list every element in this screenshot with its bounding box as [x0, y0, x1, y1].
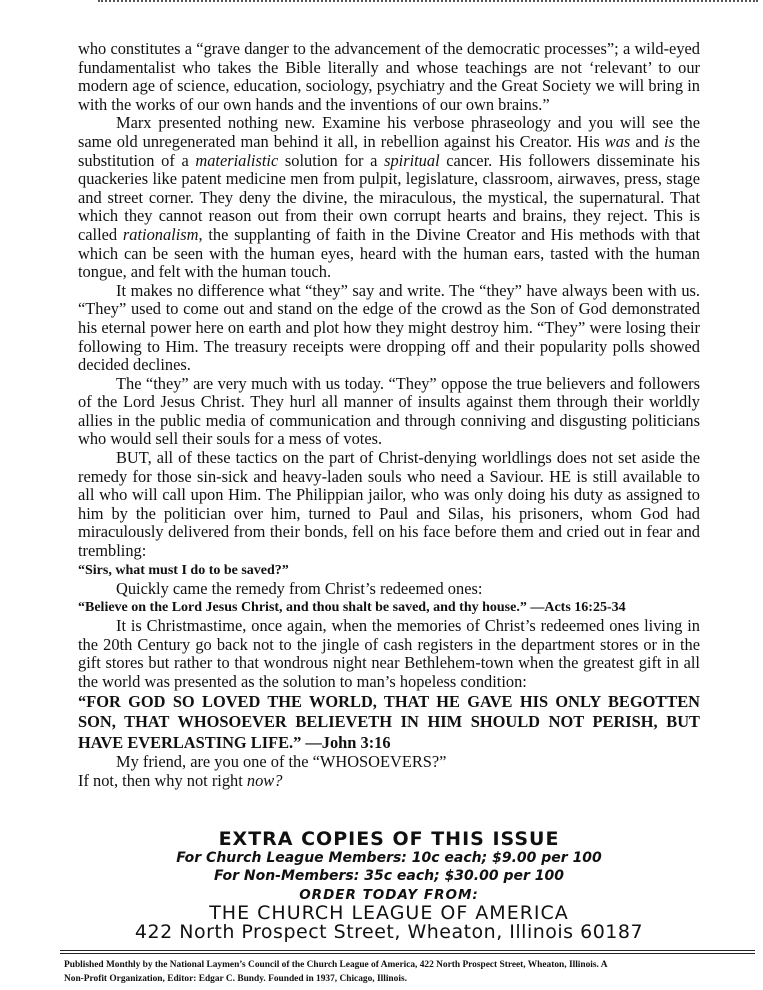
footer-rule-top: [60, 950, 755, 951]
scripture-quote-john: “FOR GOD SO LOVED THE WORLD, THAT HE GAVE HIS ONLY BEGOTTEN SON, THAT WHOSOEVER BELIEVETH IN HIM SHOULD NOT PERISH, BUT HAVE EVERLASTING LIFE.” —John 3:16: [78, 691, 700, 752]
nonmembers-price: For Non-Members: 35c each; $30.00 per 100: [214, 868, 564, 884]
paragraph-4: The “they” are very much with us today. “They” oppose the true believers and followers of the Lord Jesus Christ. They hurl all manner of insults against them through their worldly allies in the public media of communication and through conniving and disgusting politicians who would sell their souls for a mess of votes.: [78, 373, 700, 449]
paragraph-3: It makes no difference what “they” say and write. The “they” have always been with us. “They” used to come out and stand on the edge of the crowd as the Son of God demonstrated his eternal power here on earth and plot how they might destroy him. “They” were losing their following to Him. The treasury receipts were dropping off and their popularity polls showed decided declines.: [78, 280, 700, 375]
footer-line-2: Non-Profit Organization, Editor: Edgar C. Bundy. Founded in 1937, Chicago, Illinois.: [64, 974, 407, 984]
top-dotted-border: [98, 0, 758, 6]
publication-footer: [64, 958, 754, 986]
organization-name: THE CHURCH LEAGUE OF AMERICA: [209, 902, 569, 924]
scripture-quote-sirs: “Sirs, what must I do to be saved?”: [78, 562, 289, 578]
order-today: ORDER TODAY FROM:: [299, 887, 479, 903]
extra-copies-heading: EXTRA COPIES OF THIS ISSUE: [218, 828, 560, 850]
paragraph-9: If not, then why not right now?: [78, 770, 283, 790]
footer-line-1: Published Monthly by the National Laymen’s Council of the Church League of America, 422 North Prospect Street, Wheaton, Illinois. A: [64, 960, 608, 970]
paragraph-6: Quickly came the remedy from Christ’s redeemed ones:: [116, 578, 483, 598]
paragraph-7: It is Christmastime, once again, when the memories of Christ’s redeemed ones living in the 20th Century go back not to the jingle of cash registers in the department stores or in the gift stores but rather to that wondrous night near Bethlehem-town when the greatest gift in all the world was presented as the solution to man’s hopeless condition:: [78, 616, 700, 691]
article-body: [78, 40, 700, 790]
paragraph-8: My friend, are you one of the “WHOSOEVERS?”: [116, 752, 447, 772]
paragraph-5: BUT, all of these tactics on the part of Christ-denying worldlings does not set aside the remedy for those sin-sick and heavy-laden souls who need a Saviour. HE is still available to all who will call upon Him. The Philippian jailor, who was only doing his duty as assigned to him by the politician over him, turned to Paul and Silas, his prisoners, whom God had miraculously delivered from their bonds, fell on his face before them and cried out in fear and trembling:: [78, 448, 700, 561]
paragraph-1: who constitutes a “grave danger to the advancement of the democratic processes”; a wild-eyed fundamentalist who takes the Bible literally and whose teachings are not ‘relevant’ to our modern age of science, education, sociology, psychiatry and the Great Society we will bring in with the works of our own hands and the inventions of our own brains.”: [78, 39, 700, 114]
footer-rule-bottom: [60, 953, 755, 954]
organization-address: 422 North Prospect Street, Wheaton, Illinois 60187: [134, 921, 644, 943]
paragraph-2: Marx presented nothing new. Examine his verbose phraseology and you will see the same old unregenerated man behind it all, in rebellion against his Creator. His was and is the substitution of a materialistic solution for a spiritual cancer. His followers disseminate his quackeries like patent medicine men from pulpit, legislature, classroom, airwaves, press, stage and street corner. They deny the divine, the miraculous, the mystical, the supernatural. That which they cannot reason out from their own corrupt hearts and brains, they reject. This is called rationalism, the supplanting of faith in the Divine Creator and His methods with that which can be seen with the human eyes, heard with the human ears, tasted with the human tongue, and felt with the human touch.: [78, 113, 700, 282]
scripture-quote-acts: “Believe on the Lord Jesus Christ, and thou shalt be saved, and thy house.” —Acts 16:25-34: [78, 600, 626, 616]
members-price: For Church League Members: 10c each; $9.00 per 100: [176, 850, 602, 866]
